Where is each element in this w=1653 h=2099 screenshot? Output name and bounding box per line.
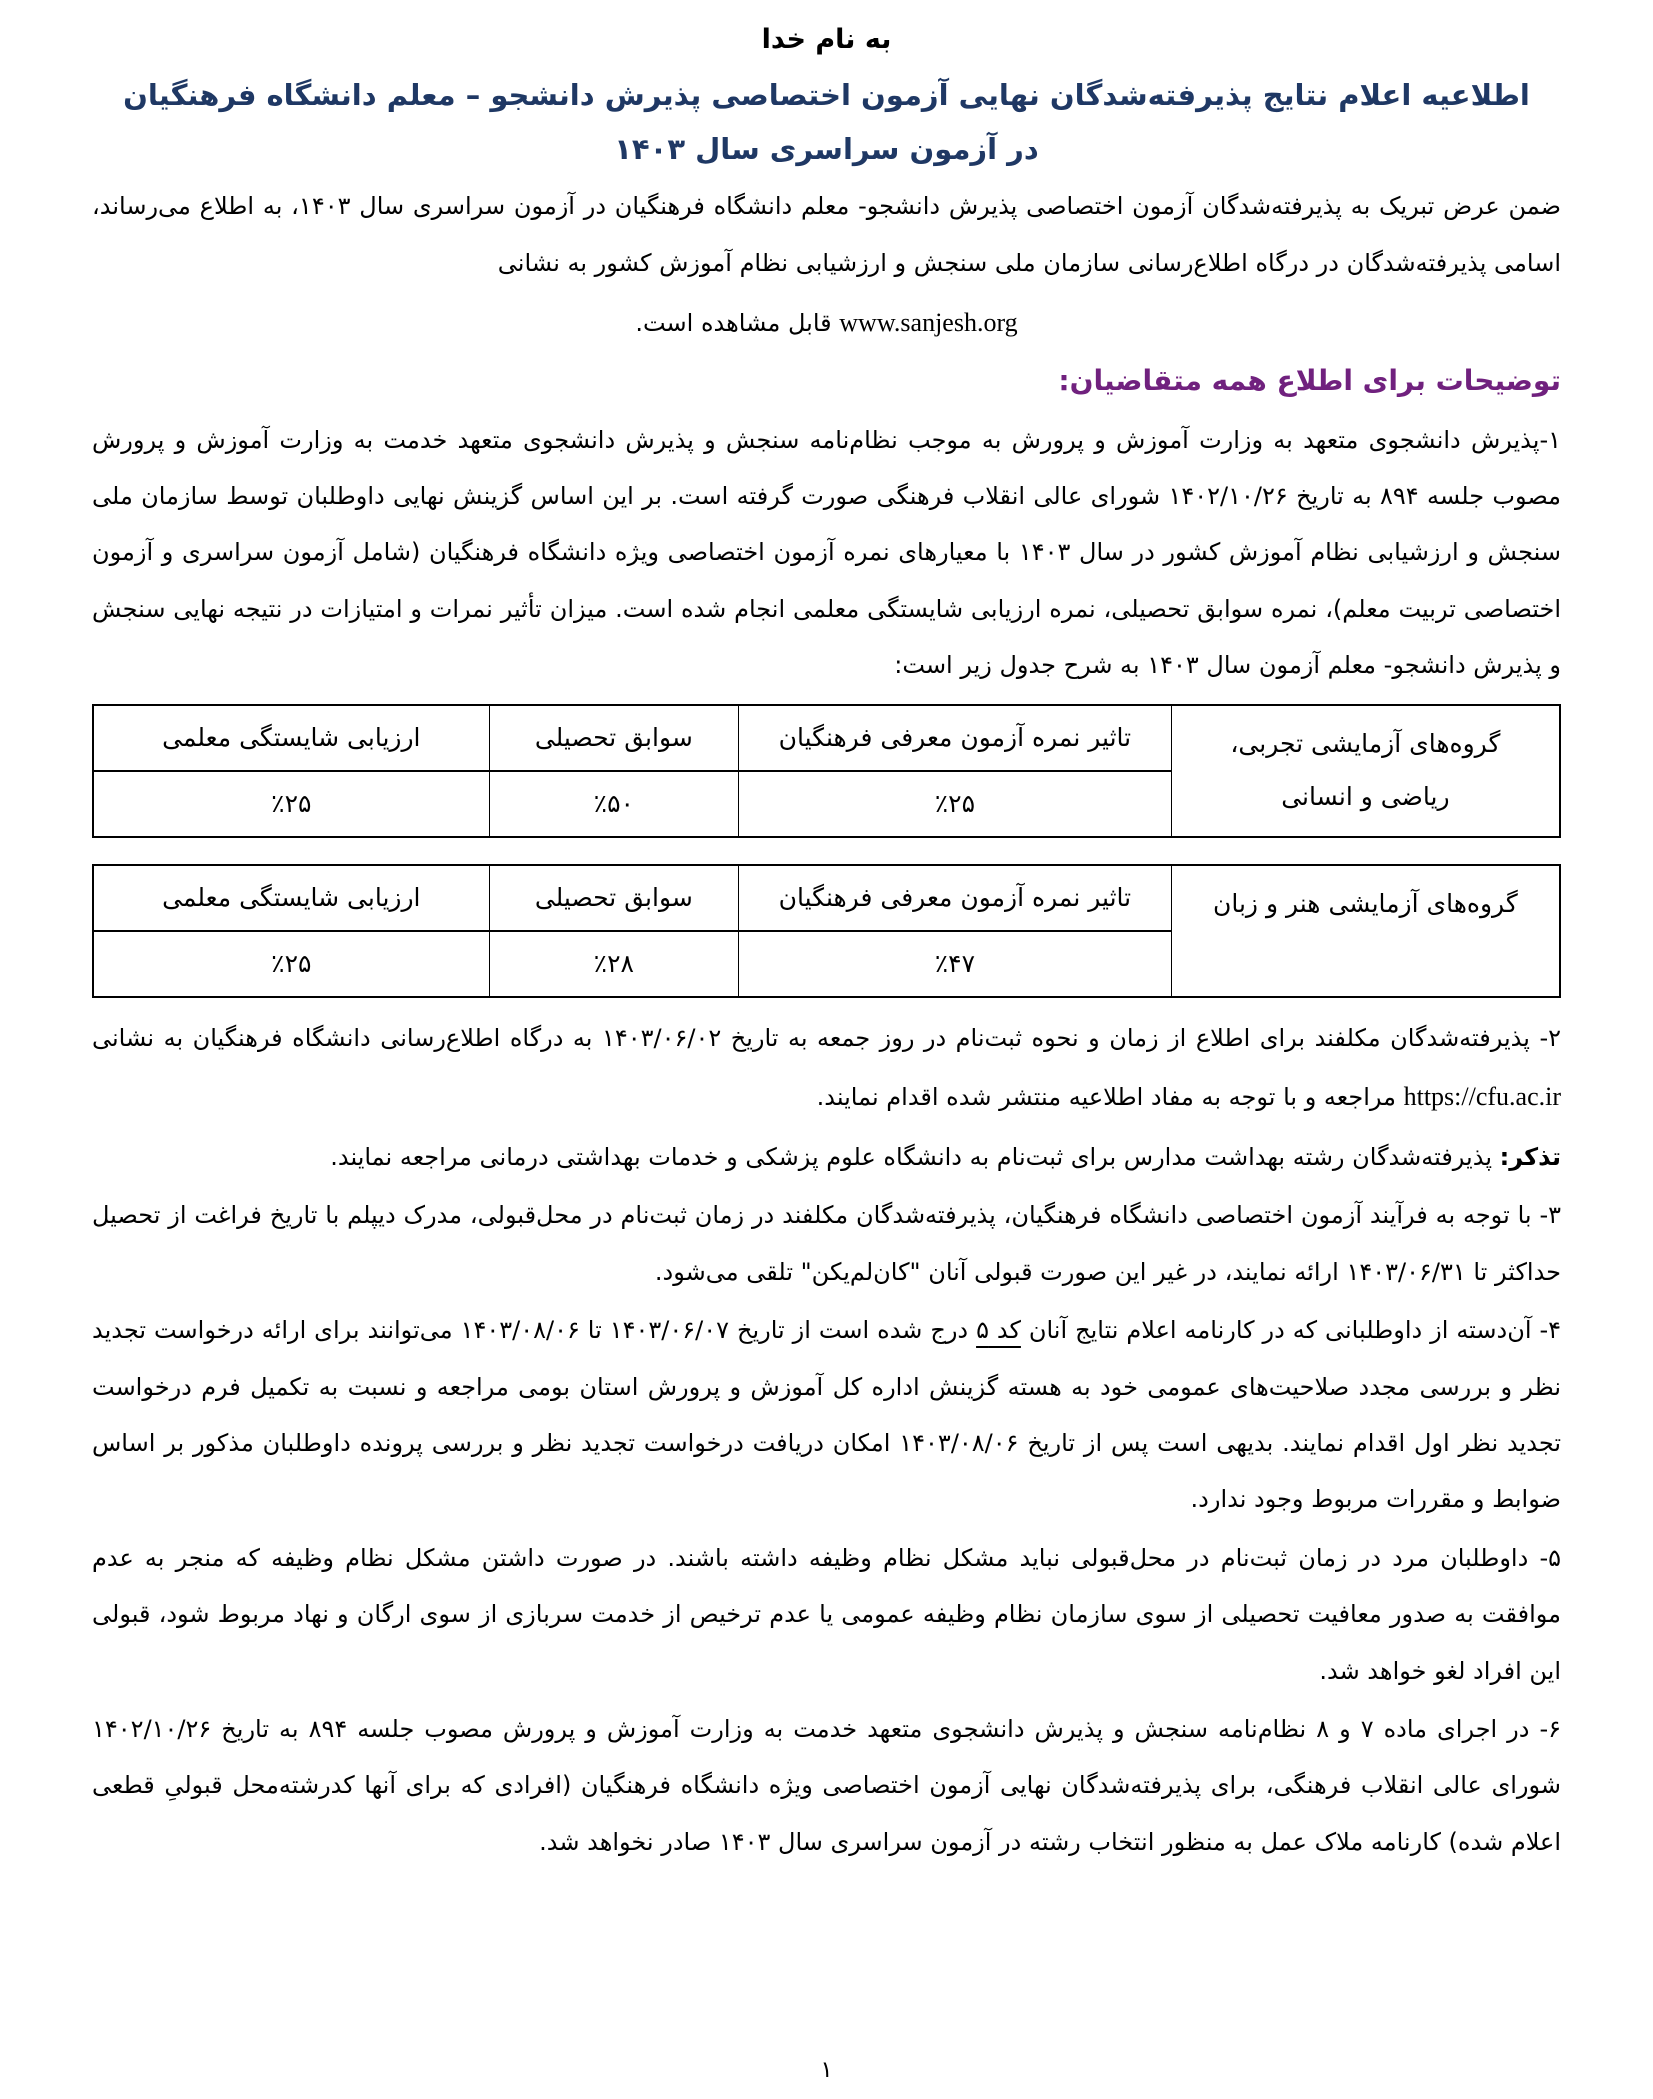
- page-number: ۱: [820, 2057, 833, 2083]
- weights-table-art-language: [92, 864, 1561, 998]
- item-2-text-before-url: ۲- پذیرفته‌شدگان مکلفند برای اطلاع از زمان و نحوه ثبت‌نام در روز جمعه به تاریخ ۱۴۰۳/۰۶/۰۲ به درگاه اطلاع‌رسانی دانشگاه فرهنگیان به نشانی: [92, 1023, 1561, 1052]
- item-2-text-after-url: مراجعه و با توجه به مفاد اطلاعیه منتشر شده اقدام نمایند.: [816, 1083, 1404, 1111]
- item-5-paragraph: ۵- داوطلبان مرد در زمان ثبت‌نام در محل‌قبولی نباید مشکل نظام وظیفه داشته باشند. در صورت داشتن مشکل نظام وظیفه که منجر به عدم موافقت به صدور معافیت تحصیلی از سوی سازمان نظام وظیفه عمومی یا عدم ترخیص از خدمت سربازی از سوی ارگان و نهاد مربوط شود، قبولی این افراد لغو خواهد شد.: [92, 1543, 1561, 1685]
- table1-value-academic-records: ٪۵۰: [489, 771, 738, 837]
- table1-header-academic-records: سوابق تحصیلی: [489, 705, 738, 771]
- note-paragraph: [92, 1129, 1561, 1185]
- note-label: تذکر:: [1499, 1143, 1561, 1172]
- table2-value-exam-impact: ٪۴۷: [739, 931, 1172, 997]
- item-1-paragraph: ۱-پذیرش دانشجوی متعهد به وزارت آموزش و پرورش به موجب نظام‌نامه سنجش و پذیرش دانشجوی متعهد خدمت به وزارت آموزش و پرورش مصوب جلسه ۸۹۴ به تاریخ ۱۴۰۲/۱۰/۲۶ شورای عالی انقلاب فرهنگی صورت گرفته است. بر این اساس گزینش نهایی داوطلبان توسط سازمان ملی سنجش و ارزشیابی نظام آموزش کشور در سال ۱۴۰۳ با معیارهای نمره آزمون اختصاصی ویژه دانشگاه فرهنگیان (شامل آزمون سراسری و آزمون اختصاصی تربیت معلم)، نمره سوابق تحصیلی، نمره ارزیابی شایستگی معلمی انجام شده است. میزان تأثیر نمرات و امتیازات در نتیجه نهایی سنجش و پذیرش دانشجو- معلم آزمون سال ۱۴۰۳ به شرح جدول زیر است:: [92, 425, 1562, 680]
- item-4-paragraph: [92, 1302, 1561, 1528]
- document-title-line-2: در آزمون سراسری سال ۱۴۰۳: [614, 131, 1039, 166]
- table1-group-label-line2: ریاضی و انسانی: [1281, 781, 1450, 811]
- table2-header-exam-impact: تاثیر نمره آزمون معرفی فرهنگیان: [739, 865, 1172, 931]
- table1-header-teacher-competency: ارزیابی شایستگی معلمی: [93, 705, 489, 771]
- item-6-paragraph: ۶- در اجرای ماده ۷ و ۸ نظام‌نامه سنجش و پذیرش دانشجوی متعهد خدمت به وزارت آموزش و پرورش مصوب جلسه ۸۹۴ به تاریخ ۱۴۰۲/۱۰/۲۶ شورای عالی انقلاب فرهنگی، برای پذیرفته‌شدگان نهایی آزمون اختصاصی ویژه دانشگاه فرهنگیان (افرادی که برای آنها کدرشته‌محل قبولیِ قطعی اعلام شده) کارنامه ملاک عمل به منظور انتخاب رشته در آزمون سراسری سال ۱۴۰۳ صادر نخواهد شد.: [92, 1715, 1561, 1856]
- table2-header-academic-records: سوابق تحصیلی: [489, 865, 738, 931]
- code-5-underlined: کد ۵: [976, 1316, 1021, 1345]
- table2-value-academic-records: ٪۲۸: [489, 931, 738, 997]
- table2-group-cell: [1171, 865, 1560, 997]
- cfu-url[interactable]: https://cfu.ac.ir: [1403, 1082, 1561, 1111]
- document-title-line-1: اطلاعیه اعلام نتایج پذیرفته‌شدگان نهایی آزمون اختصاصی پذیرش دانشجو – معلم دانشگاه فرهنگیان: [123, 78, 1530, 112]
- sanjesh-url-line: [92, 293, 1561, 353]
- table2-header-teacher-competency: ارزیابی شایستگی معلمی: [93, 865, 489, 931]
- item-2-paragraph: [92, 1010, 1561, 1127]
- sanjesh-url[interactable]: www.sanjesh.org: [839, 308, 1018, 338]
- note-text: پذیرفته‌شدگان رشته بهداشت مدارس برای ثبت‌نام به دانشگاه علوم پزشکی و خدمات بهداشتی درمانی مراجعه نمایند.: [330, 1143, 1500, 1172]
- table1-value-exam-impact: ٪۲۵: [739, 771, 1172, 837]
- item-4-text-after-code: درج شده است از تاریخ ۱۴۰۳/۰۶/۰۷ تا ۱۴۰۳/۰۸/۰۶ می‌توانند برای ارائه درخواست تجدید نظر و بررسی مجدد صلاحیت‌های عمومی خود به هسته گزینش اداره کل آموزش و پرورش استان بومی مراجعه و نسبت به تکمیل فرم درخواست تجدید نظر اول اقدام نمایند. بدیهی است پس از تاریخ ۱۴۰۳/۰۸/۰۶ امکان دریافت درخواست تجدید نظر و بررسی پرونده داوطلبان مذکور بر اساس ضوابط و مقررات مربوط وجود ندارد.: [92, 1316, 1561, 1514]
- table1-value-teacher-competency: ٪۲۵: [93, 771, 489, 837]
- item-4-text-before-code: ۴- آن‌دسته از داوطلبانی که در کارنامه اعلام نتایج آنان: [1020, 1316, 1562, 1345]
- table1-header-exam-impact: تاثیر نمره آزمون معرفی فرهنگیان: [739, 705, 1172, 771]
- intro-paragraph: ضمن عرض تبریک به پذیرفته‌شدگان آزمون اختصاصی پذیرش دانشجو- معلم دانشگاه فرهنگیان در آزمون سراسری سال ۱۴۰۳، به اطلاع می‌رساند، اسامی پذیرفته‌شدگان در درگاه اطلاع‌رسانی سازمان ملی سنجش و ارزشیابی نظام آموزش کشور به نشانی: [92, 192, 1561, 277]
- table1-group-cell: [1171, 705, 1560, 837]
- bismillah: به نام خدا: [761, 24, 892, 55]
- item-3-paragraph: ۳- با توجه به فرآیند آزمون اختصاصی دانشگاه فرهنگیان، پذیرفته‌شدگان مکلفند در زمان ثبت‌نام در محل‌قبولی، مدرک دیپلم با تاریخ فراغت از تحصیل حداکثر تا ۱۴۰۳/۰۶/۳۱ ارائه نمایند، در غیر این صورت قبولی آنان "کان‌لم‌یکن" تلقی می‌شود.: [92, 1201, 1561, 1286]
- weights-table-main-groups: [92, 704, 1561, 838]
- table1-group-label-line1: گروه‌های آزمایشی تجربی،: [1230, 729, 1501, 759]
- table2-group-label-line1: گروه‌های آزمایشی هنر و زبان: [1213, 888, 1518, 918]
- section-heading: توضیحات برای اطلاع همه متقاضیان:: [1058, 363, 1561, 397]
- table2-value-teacher-competency: ٪۲۵: [93, 931, 489, 997]
- sanjesh-url-caption: قابل مشاهده است.: [635, 309, 840, 338]
